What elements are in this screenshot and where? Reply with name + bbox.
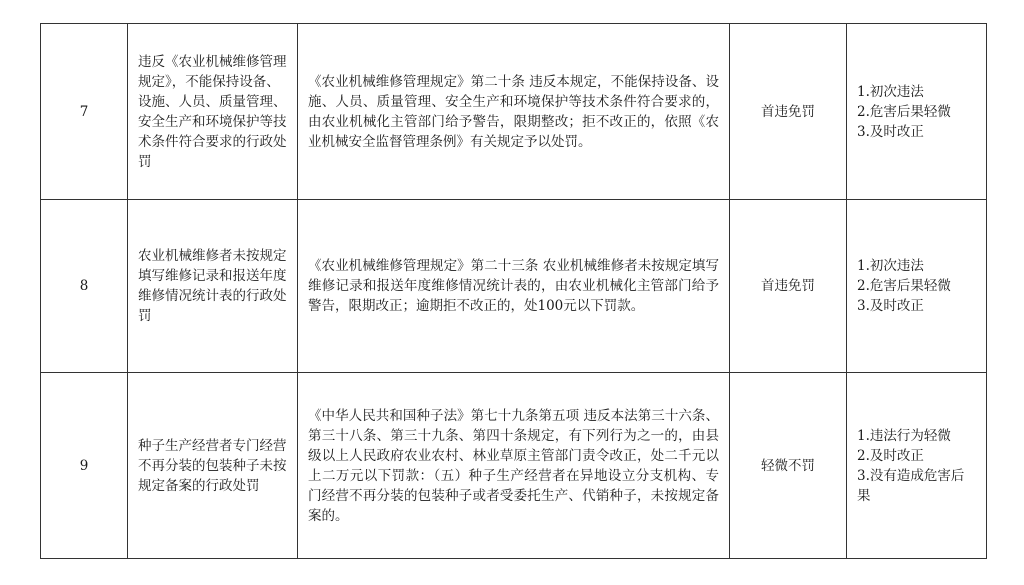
exemption-conditions: [847, 373, 987, 559]
legal-basis: 《农业机械维修管理规定》第二十条 违反本规定，不能保持设备、设施、人员、质量管理、安全生产和环境保护等技术条件符合要求的，由农业机械化主管部门给予警告，限期整改；拒不改正的，依照《农业机械安全监督管理条例》有关规定予以处罚。: [298, 24, 730, 200]
table-row: [41, 24, 987, 200]
exemption-type: 首违免罚: [730, 24, 847, 200]
condition-item: 3.及时改正: [857, 123, 924, 140]
legal-basis: 《农业机械维修管理规定》第二十三条 农业机械维修者未按规定填写维修记录和报送年度维修情况统计表的，由农业机械化主管部门给予警告，限期改正；逾期拒不改正的，处100元以下罚款。: [298, 200, 730, 373]
exemption-conditions: [847, 24, 987, 200]
condition-item: 1.违法行为轻微: [857, 427, 951, 444]
condition-item: 2.及时改正: [857, 447, 924, 464]
row-number: 8: [41, 200, 128, 373]
exemption-type: 轻微不罚: [730, 373, 847, 559]
violation-item: 农业机械维修者未按规定填写维修记录和报送年度维修情况统计表的行政处罚: [128, 200, 298, 373]
row-number: 7: [41, 24, 128, 200]
exemption-type: 首违免罚: [730, 200, 847, 373]
violation-item: 种子生产经营者专门经营不再分装的包装种子未按规定备案的行政处罚: [128, 373, 298, 559]
table-row: [41, 200, 987, 373]
violation-item: 违反《农业机械维修管理规定》，不能保持设备、设施、人员、质量管理、安全生产和环境保护等技术条件符合要求的行政处罚: [128, 24, 298, 200]
condition-item: 2.危害后果轻微: [857, 103, 951, 120]
table-row: [41, 373, 987, 559]
condition-item: 3.没有造成危害后果: [857, 467, 965, 504]
penalty-table: [40, 23, 987, 559]
legal-basis: 《中华人民共和国种子法》第七十九条第五项 违反本法第三十六条、第三十八条、第三十九条、第四十条规定，有下列行为之一的，由县级以上人民政府农业农村、林业草原主管部门责令改正，处二千元以上二万元以下罚款：（五）种子生产经营者在异地设立分支机构、专门经营不再分装的包装种子或者受委托生产、代销种子，未按规定备案的。: [298, 373, 730, 559]
condition-item: 3.及时改正: [857, 298, 924, 314]
condition-item: 1.初次违法: [857, 83, 924, 100]
condition-item: 2.危害后果轻微: [857, 278, 951, 294]
condition-item: 1.初次违法: [857, 258, 924, 274]
row-number: 9: [41, 373, 128, 559]
exemption-conditions: [847, 200, 987, 373]
